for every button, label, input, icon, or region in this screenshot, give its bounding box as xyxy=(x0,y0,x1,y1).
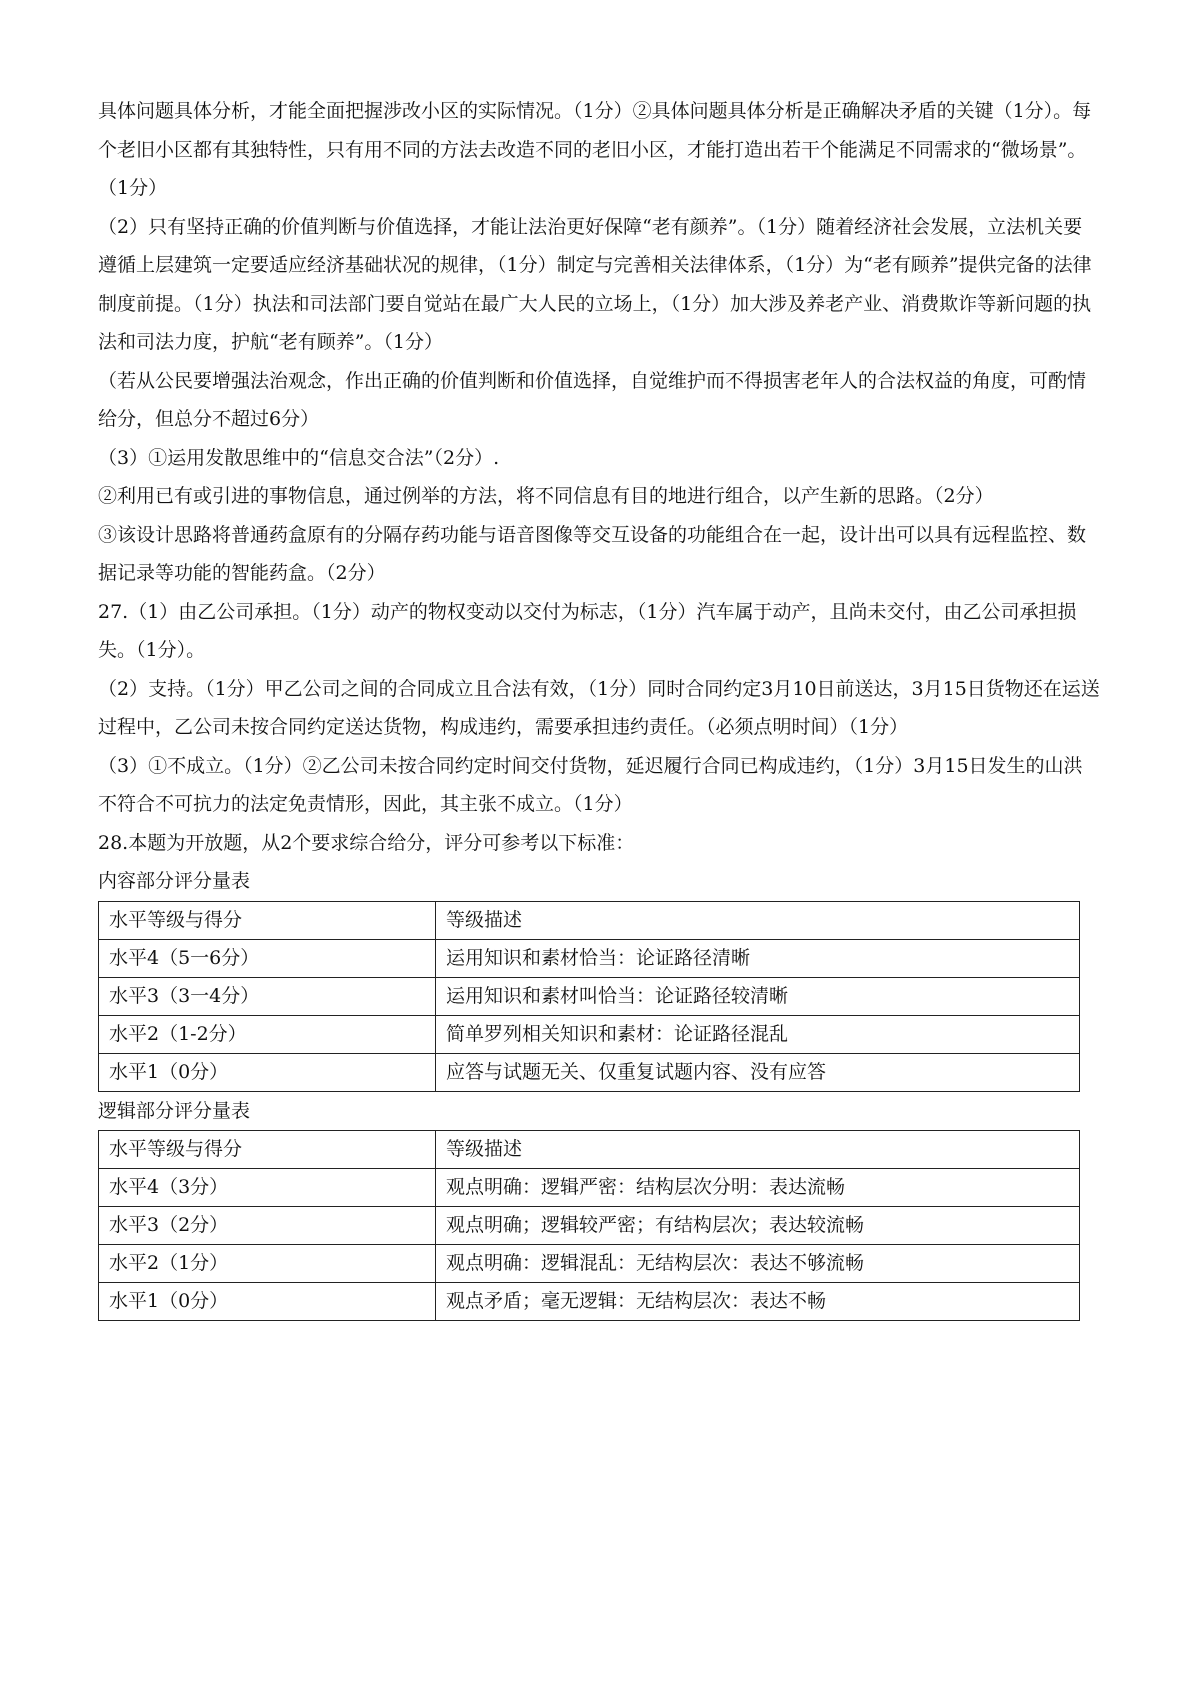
table-row xyxy=(99,1015,1080,1053)
answer-paragraph: （若从公民要增强法治观念，作出正确的价值判断和价值选择，自觉维护而不得损害老年人的合法权益的角度，可酌情给分，但总分不超过6分） xyxy=(98,369,1087,430)
table-header-row xyxy=(99,1131,1080,1169)
answer-paragraph: （3）①不成立。（1分）②乙公司未按合同约定时间交付货物，延迟履行合同已构成违约，（1分）3月15日发生的山洪不符合不可抗力的法定免责情形，因此，其主张不成立。（1分） xyxy=(98,754,1083,815)
level-cell: 水平2（1分） xyxy=(99,1245,436,1283)
logic-rubric-table xyxy=(98,1130,1080,1321)
answer-paragraph: （2）支持。（1分）甲乙公司之间的合同成立且合法有效，（1分）同时合同约定3月10日前送达，3月15日货物还在运送过程中，乙公司未按合同约定送达货物，构成违约，需要承担违约责任。（必须点明时间）（1分） xyxy=(98,677,1100,738)
description-cell: 观点明确：逻辑严密：结构层次分明：表达流畅 xyxy=(436,1169,1080,1207)
level-cell: 水平1（0分） xyxy=(99,1053,436,1091)
table-row xyxy=(99,1245,1080,1283)
table-row xyxy=(99,1283,1080,1321)
header-cell-description: 等级描述 xyxy=(436,1131,1080,1169)
content-rubric-table xyxy=(98,901,1080,1092)
level-cell: 水平4（3分） xyxy=(99,1169,436,1207)
answer-paragraph: ③该设计思路将普通药盒原有的分隔存药功能与语音图像等交互设备的功能组合在一起，设计出可以具有远程监控、数据记录等功能的智能药盒。（2分） xyxy=(98,523,1087,584)
description-cell: 观点矛盾；毫无逻辑：无结构层次：表达不畅 xyxy=(436,1283,1080,1321)
answer-paragraph: 具体问题具体分析，才能全面把握涉改小区的实际情况。（1分）②具体问题具体分析是正确解决矛盾的关键（1分）。每个老旧小区都有其独特性，只有用不同的方法去改造不同的老旧小区，才能打造出若干个能满足不同需求的“微场景”。（1分） xyxy=(98,100,1092,199)
level-cell: 水平2（1-2分） xyxy=(99,1015,436,1053)
table-row xyxy=(99,1053,1080,1091)
level-cell: 水平4（5一6分） xyxy=(99,939,436,977)
header-cell-description: 等级描述 xyxy=(436,901,1080,939)
level-cell: 水平3（2分） xyxy=(99,1207,436,1245)
level-cell: 水平1（0分） xyxy=(99,1283,436,1321)
answer-paragraph: 28.本题为开放题，从2个要求综合给分，评分可参考以下标准： xyxy=(98,831,635,854)
description-cell: 运用知识和素材恰当：论证路径清晰 xyxy=(436,939,1080,977)
description-cell: 应答与试题无关、仅重复试题内容、没有应答 xyxy=(436,1053,1080,1091)
table-row xyxy=(99,1169,1080,1207)
table-header-row xyxy=(99,901,1080,939)
logic-table-title: 逻辑部分评分量表 xyxy=(98,1099,251,1122)
description-cell: 观点明确：逻辑混乱：无结构层次：表达不够流畅 xyxy=(436,1245,1080,1283)
table-row xyxy=(99,977,1080,1015)
description-cell: 观点明确；逻辑较严密；有结构层次；表达较流畅 xyxy=(436,1207,1080,1245)
level-cell: 水平3（3一4分） xyxy=(99,977,436,1015)
answer-paragraph: ②利用已有或引进的事物信息，通过例举的方法，将不同信息有目的地进行组合，以产生新的思路。（2分） xyxy=(98,485,994,507)
table-row xyxy=(99,1207,1080,1245)
content-table-title: 内容部分评分量表 xyxy=(98,870,251,892)
answer-paragraph: 27.（1）由乙公司承担。（1分）动产的物权变动以交付为标志，（1分）汽车属于动产，且尚未交付，由乙公司承担损失。（1分）。 xyxy=(98,600,1077,661)
table-row xyxy=(99,939,1080,977)
header-cell-level: 水平等级与得分 xyxy=(99,901,436,939)
answer-paragraph: （3）①运用发散思维中的“信息交合法”（2分）. xyxy=(98,446,500,469)
answer-content xyxy=(98,92,1100,1321)
description-cell: 运用知识和素材叫恰当：论证路径较清晰 xyxy=(436,977,1080,1015)
answer-paragraph: （2）只有坚持正确的价值判断与价值选择，才能让法治更好保障“老有颜养”。（1分）随着经济社会发展，立法机关要遵循上层建筑一定要适应经济基础状况的规律，（1分）制定与完善相关法律体系，（1分）为“老有顾养”提供完备的法律制度前提。（1分）执法和司法部门要自觉站在最广大人民的立场上，（1分）加大涉及养老产业、消费欺诈等新问题的执法和司法力度，护航“老有顾养”。（1分） xyxy=(98,215,1092,353)
header-cell-level: 水平等级与得分 xyxy=(99,1131,436,1169)
description-cell: 简单罗列相关知识和素材：论证路径混乱 xyxy=(436,1015,1080,1053)
